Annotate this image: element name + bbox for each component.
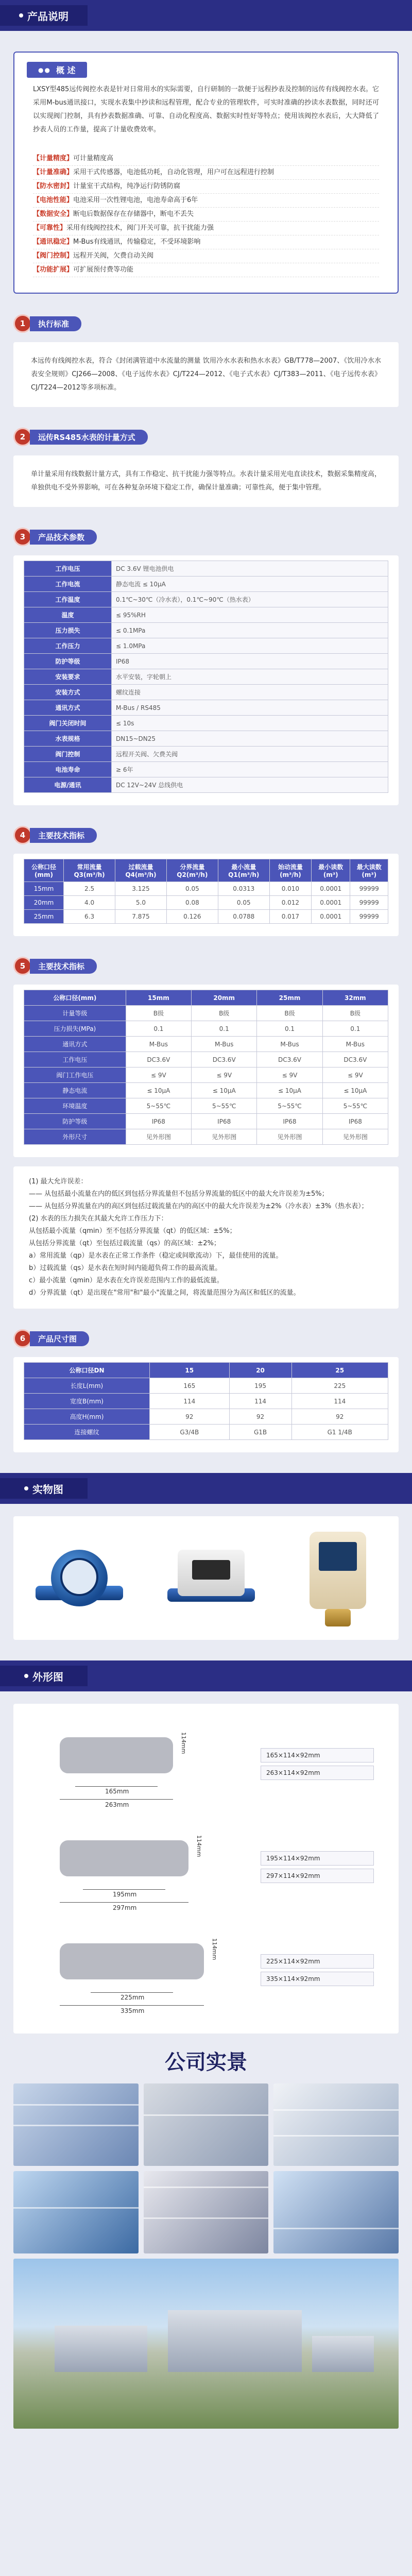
outline-drawing bbox=[24, 1717, 240, 1815]
feature-item bbox=[33, 263, 379, 277]
section-header-tab bbox=[0, 5, 88, 26]
table-cell: 高度H(mm) bbox=[24, 1409, 150, 1425]
table-row bbox=[24, 1037, 388, 1052]
params-title bbox=[13, 528, 412, 546]
rs485-text: 单计量采用有线数据计量方式，具有工作稳定、抗干扰能力强等特点。水表计量采用光电直读技术，数据采集精度高，单独供电不受外界影响，可在各种复杂环境下稳定工作，确保计量准确；可靠性高，便于集中管理。 bbox=[13, 455, 399, 507]
company-gallery bbox=[13, 2083, 399, 2429]
feature-item bbox=[33, 208, 379, 222]
table-cell: 0.0001 bbox=[312, 896, 350, 910]
table-cell: M-Bus bbox=[126, 1037, 191, 1052]
param-row bbox=[24, 685, 388, 700]
table-cell: 0.1 bbox=[126, 1021, 191, 1037]
table-header: 32mm bbox=[322, 990, 388, 1006]
param-key: 工作压力 bbox=[24, 638, 112, 654]
spec-box: 225×114×92mm bbox=[261, 1954, 374, 1969]
feature-tag: 【计量精度】 bbox=[33, 155, 74, 162]
dimension-line bbox=[60, 1902, 188, 1903]
height-label: 114mm bbox=[196, 1835, 202, 1857]
param-value: 水平安装，字轮朝上 bbox=[112, 669, 388, 685]
feature-item bbox=[33, 166, 379, 180]
table-row bbox=[24, 1425, 388, 1440]
param-row bbox=[24, 607, 388, 623]
table-cell: 5.0 bbox=[115, 896, 167, 910]
white-meter-image bbox=[167, 1539, 255, 1617]
table-cell: 0.126 bbox=[166, 910, 218, 924]
table-cell: 92 bbox=[291, 1409, 388, 1425]
param-value: 静态电流 ≤ 10μA bbox=[112, 577, 388, 592]
table-header: 15 bbox=[150, 1363, 230, 1378]
spec-box: 195×114×92mm bbox=[261, 1851, 374, 1866]
table-cell: 20mm bbox=[24, 896, 64, 910]
dimension-line bbox=[60, 2005, 204, 2006]
table-cell: 工作电压 bbox=[24, 1052, 126, 1067]
product-photos bbox=[13, 1516, 399, 1640]
table-cell: ≤ 10μA bbox=[126, 1083, 191, 1098]
table-cell: IP68 bbox=[257, 1114, 322, 1129]
outline-drawing bbox=[24, 1820, 240, 1918]
table-cell: 2.5 bbox=[64, 882, 115, 896]
table-cell: 5~55℃ bbox=[126, 1098, 191, 1114]
blue-meter-image bbox=[36, 1539, 123, 1617]
intro-label bbox=[27, 62, 87, 78]
param-key: 压力损失 bbox=[24, 623, 112, 638]
table-header: 最小读数(m³) bbox=[312, 859, 350, 882]
table-cell: M-Bus bbox=[322, 1037, 388, 1052]
param-key: 阀门关闭时间 bbox=[24, 716, 112, 731]
table-cell: G1B bbox=[229, 1425, 291, 1440]
feature-tag: 【防水密封】 bbox=[33, 182, 74, 190]
param-value: M-Bus / RS485 bbox=[112, 700, 388, 716]
param-value: ≤ 95%RH bbox=[112, 607, 388, 623]
table-cell: ≤ 9V bbox=[257, 1067, 322, 1083]
intro-label-text: 概 述 bbox=[56, 65, 76, 75]
param-value: DN15~DN25 bbox=[112, 731, 388, 747]
spec-box: 297×114×92mm bbox=[261, 1869, 374, 1883]
table-cell: 0.0313 bbox=[218, 882, 269, 896]
table-row bbox=[24, 1021, 388, 1037]
feature-desc: 采用干式传感器，电池低功耗，自动化管理，用户可在远程进行控制 bbox=[73, 168, 274, 176]
meter-outline-shape bbox=[60, 1737, 173, 1773]
table-cell: B级 bbox=[126, 1006, 191, 1021]
table-cell: M-Bus bbox=[192, 1037, 257, 1052]
number-badge: 6 bbox=[13, 1329, 32, 1348]
param-row bbox=[24, 731, 388, 747]
table-cell: 长度L(mm) bbox=[24, 1378, 150, 1394]
table-cell: 92 bbox=[150, 1409, 230, 1425]
table-header: 公称口径(mm) bbox=[24, 859, 64, 882]
table-cell: 4.0 bbox=[64, 896, 115, 910]
standard-label: 执行标准 bbox=[30, 316, 81, 331]
table-header: 公称口径(mm) bbox=[24, 990, 126, 1006]
cream-meter-image bbox=[299, 1527, 376, 1630]
table-cell: 0.05 bbox=[166, 882, 218, 896]
table-cell: 99999 bbox=[350, 896, 388, 910]
table-row bbox=[24, 1394, 388, 1409]
param-row bbox=[24, 747, 388, 762]
factory-photo bbox=[144, 2171, 269, 2253]
table-row bbox=[24, 1098, 388, 1114]
section-title: 实物图 bbox=[32, 1483, 63, 1496]
table-cell: G1 1/4B bbox=[291, 1425, 388, 1440]
feature-tag: 【可靠性】 bbox=[33, 224, 67, 232]
meter-outline-shape bbox=[60, 1943, 204, 1979]
table-cell: 0.05 bbox=[218, 896, 269, 910]
table-row bbox=[24, 1114, 388, 1129]
table-cell: 计量等级 bbox=[24, 1006, 126, 1021]
feature-tag: 【计量准确】 bbox=[33, 168, 74, 176]
param-row bbox=[24, 561, 388, 577]
feature-tag: 【阀门控制】 bbox=[33, 252, 74, 260]
intro-frame bbox=[13, 52, 399, 294]
feature-desc: 断电后数据保存在存储器中，断电不丢失 bbox=[73, 210, 194, 218]
spec-label: 主要技术指标 bbox=[30, 959, 97, 974]
table-row bbox=[24, 1052, 388, 1067]
table-cell: 225 bbox=[291, 1378, 388, 1394]
feature-desc: 可扩展预付费等功能 bbox=[73, 266, 134, 274]
note-line: (2) 水表的压力损失在其最大允许工作压力下： bbox=[29, 1215, 168, 1223]
table-cell: 阀门工作电压 bbox=[24, 1067, 126, 1083]
table-cell: 165 bbox=[150, 1378, 230, 1394]
param-row bbox=[24, 592, 388, 607]
sizes-title bbox=[13, 1329, 412, 1348]
dimension-line bbox=[91, 1992, 173, 1993]
feature-item bbox=[33, 222, 379, 235]
table-row bbox=[24, 1006, 388, 1021]
factory-photo bbox=[273, 2171, 399, 2253]
length-label: 165mm bbox=[105, 1788, 129, 1795]
bullet-icon bbox=[24, 1486, 28, 1490]
factory-photo bbox=[144, 2083, 269, 2166]
outline-drawings bbox=[13, 1704, 399, 2033]
param-key: 工作电流 bbox=[24, 577, 112, 592]
note-line: —— 从包括最小流量在内的低区到包括分界流量但不包括分界流量的低区中的最大允许误差为±5%； bbox=[29, 1190, 329, 1198]
param-value: 螺纹连接 bbox=[112, 685, 388, 700]
flow-title bbox=[13, 826, 412, 844]
table-header: 20 bbox=[229, 1363, 291, 1378]
table-cell: ≤ 10μA bbox=[192, 1083, 257, 1098]
spec-card bbox=[13, 985, 399, 1157]
table-cell: B级 bbox=[322, 1006, 388, 1021]
param-row bbox=[24, 654, 388, 669]
feature-item bbox=[33, 180, 379, 194]
param-row bbox=[24, 623, 388, 638]
table-cell: 0.1 bbox=[192, 1021, 257, 1037]
params-label: 产品技术参数 bbox=[30, 530, 97, 545]
flow-card bbox=[13, 854, 399, 936]
section-title: 产品说明 bbox=[27, 10, 68, 23]
table-row bbox=[24, 896, 388, 910]
table-cell: ≤ 10μA bbox=[322, 1083, 388, 1098]
table-cell: DC3.6V bbox=[126, 1052, 191, 1067]
spec-box: 165×114×92mm bbox=[261, 1748, 374, 1762]
feature-desc: 计量室干式结构，纯净运行防锈防腐 bbox=[73, 182, 181, 190]
table-cell: IP68 bbox=[192, 1114, 257, 1129]
table-cell: 25mm bbox=[24, 910, 64, 924]
sizes-label: 产品尺寸图 bbox=[30, 1331, 89, 1346]
table-cell: 0.017 bbox=[269, 910, 311, 924]
feature-item bbox=[33, 194, 379, 208]
param-row bbox=[24, 577, 388, 592]
bullet-icon bbox=[19, 13, 23, 18]
table-cell: 114 bbox=[150, 1394, 230, 1409]
standard-title bbox=[13, 314, 412, 333]
table-cell: 6.3 bbox=[64, 910, 115, 924]
standard-text: 本远传有线阀控水表，符合《封闭满管道中水流量的测量 饮用冷水水表和热水水表》GB/T778—2007、《饮用冷水水表安全规则》CJ266—2008、《电子远传水表》CJ/T224—2012、《电子式水表》CJ/T383—2011、《电子远传水表》CJ/T224—2012等多项标准。 bbox=[13, 342, 399, 407]
spec-box: 263×114×92mm bbox=[261, 1766, 374, 1780]
param-value: 远程开关阀、欠费关阀 bbox=[112, 747, 388, 762]
section-header-intro bbox=[0, 0, 412, 31]
flow-table bbox=[24, 859, 388, 924]
feature-tag: 【电池性能】 bbox=[33, 196, 74, 204]
table-cell: 防护等级 bbox=[24, 1114, 126, 1129]
table-cell: 195 bbox=[229, 1378, 291, 1394]
table-header: 过载流量Q4(m³/h) bbox=[115, 859, 167, 882]
table-cell: 114 bbox=[229, 1394, 291, 1409]
param-key: 安装要求 bbox=[24, 669, 112, 685]
table-row bbox=[24, 882, 388, 896]
section-header-photos bbox=[0, 1473, 412, 1504]
outline-spec bbox=[261, 1851, 374, 1886]
table-cell: 0.1 bbox=[322, 1021, 388, 1037]
param-key: 工作电压 bbox=[24, 561, 112, 577]
feature-item bbox=[33, 235, 379, 249]
table-cell: 外形尺寸 bbox=[24, 1129, 126, 1145]
flow-label: 主要技术指标 bbox=[30, 828, 97, 843]
outline-spec bbox=[261, 1954, 374, 1989]
param-row bbox=[24, 762, 388, 777]
param-key: 防护等级 bbox=[24, 654, 112, 669]
table-cell: DC3.6V bbox=[322, 1052, 388, 1067]
table-cell: 压力损失(MPa) bbox=[24, 1021, 126, 1037]
table-cell: DC3.6V bbox=[257, 1052, 322, 1067]
table-cell: 7.875 bbox=[115, 910, 167, 924]
section-header-outline bbox=[0, 1660, 412, 1691]
param-row bbox=[24, 716, 388, 731]
feature-desc: 电池采用一次性锂电池，电池寿命高于6年 bbox=[73, 196, 198, 204]
table-cell: 见外形图 bbox=[192, 1129, 257, 1145]
param-value: ≤ 10s bbox=[112, 716, 388, 731]
table-cell: 见外形图 bbox=[322, 1129, 388, 1145]
table-cell: ≤ 9V bbox=[192, 1067, 257, 1083]
table-cell: 宽度B(mm) bbox=[24, 1394, 150, 1409]
table-header: 最小流量Q1(m³/h) bbox=[218, 859, 269, 882]
param-row bbox=[24, 669, 388, 685]
number-badge: 3 bbox=[13, 528, 32, 546]
table-row bbox=[24, 910, 388, 924]
note-line: (1) 最大允许误差： bbox=[29, 1178, 88, 1185]
table-cell: ≤ 9V bbox=[126, 1067, 191, 1083]
outline-spec bbox=[261, 1748, 374, 1783]
table-row bbox=[24, 1129, 388, 1145]
feature-list bbox=[14, 147, 398, 293]
outline-row bbox=[24, 1714, 388, 1817]
feature-item bbox=[33, 152, 379, 166]
table-cell: M-Bus bbox=[257, 1037, 322, 1052]
table-cell: 5~55℃ bbox=[257, 1098, 322, 1114]
note-line: c）最小流量（qmin）是水表在允许误差范围内工作的最低流量。 bbox=[29, 1277, 224, 1284]
param-key: 电池寿命 bbox=[24, 762, 112, 777]
table-cell: IP68 bbox=[322, 1114, 388, 1129]
table-cell: 0.0001 bbox=[312, 882, 350, 896]
param-key: 电源/通讯 bbox=[24, 777, 112, 793]
param-value: ≥ 6年 bbox=[112, 762, 388, 777]
table-cell: DC3.6V bbox=[192, 1052, 257, 1067]
table-row bbox=[24, 1409, 388, 1425]
table-header: 始动流量(m³/h) bbox=[269, 859, 311, 882]
table-header: 25mm bbox=[257, 990, 322, 1006]
dimension-line bbox=[83, 1889, 165, 1890]
table-cell: 5~55℃ bbox=[192, 1098, 257, 1114]
spec-table bbox=[24, 990, 388, 1145]
total-length-label: 335mm bbox=[121, 2007, 145, 2014]
rs485-title bbox=[13, 428, 412, 446]
params-table bbox=[24, 561, 388, 793]
table-cell: ≤ 10μA bbox=[257, 1083, 322, 1098]
table-cell: 15mm bbox=[24, 882, 64, 896]
note-line: 从包括最小流量（qmin）至不包括分界流量（qt）的低区域：±5%； bbox=[29, 1227, 236, 1235]
table-row bbox=[24, 1378, 388, 1394]
table-cell: B级 bbox=[257, 1006, 322, 1021]
param-key: 温度 bbox=[24, 607, 112, 623]
table-cell: 见外形图 bbox=[257, 1129, 322, 1145]
param-key: 工作温度 bbox=[24, 592, 112, 607]
dimension-line bbox=[75, 1786, 158, 1787]
rs485-label: 远传RS485水表的计量方式 bbox=[30, 430, 148, 445]
table-cell: 0.010 bbox=[269, 882, 311, 896]
param-key: 阀门控制 bbox=[24, 747, 112, 762]
factory-exterior-photo bbox=[13, 2259, 399, 2429]
param-value: ≤ 0.1MPa bbox=[112, 623, 388, 638]
section-header-tab bbox=[0, 1478, 88, 1499]
param-row bbox=[24, 638, 388, 654]
table-cell: 见外形图 bbox=[126, 1129, 191, 1145]
sizes-card bbox=[13, 1357, 399, 1452]
param-value: ≤ 1.0MPa bbox=[112, 638, 388, 654]
note-line: 从包括分界流量（qt）至包括过载流量（qs）的高区域：±2%； bbox=[29, 1240, 220, 1247]
length-label: 225mm bbox=[121, 1994, 145, 2001]
table-cell: 环境温度 bbox=[24, 1098, 126, 1114]
table-header: 常用流量Q3(m³/h) bbox=[64, 859, 115, 882]
table-cell: 0.0788 bbox=[218, 910, 269, 924]
feature-desc: 远程开关阀，欠费自动关阀 bbox=[73, 252, 154, 260]
table-header: 20mm bbox=[192, 990, 257, 1006]
param-value: DC 3.6V 锂电池供电 bbox=[112, 561, 388, 577]
note-line: —— 从包括分界流量在内的高区到包括过载流量在内的高区中的最大允许误差为±2%（冷水表）±3%（热水表）； bbox=[29, 1202, 368, 1210]
table-cell: 99999 bbox=[350, 910, 388, 924]
outline-row bbox=[24, 1920, 388, 2023]
outline-row bbox=[24, 1817, 388, 1920]
table-header: 公称口径DN bbox=[24, 1363, 150, 1378]
dimension-line bbox=[60, 1799, 173, 1800]
number-badge: 2 bbox=[13, 428, 32, 446]
table-cell: G3/4B bbox=[150, 1425, 230, 1440]
company-title: 公司实景 bbox=[165, 2050, 247, 2074]
number-badge: 4 bbox=[13, 826, 32, 844]
params-card bbox=[13, 555, 399, 805]
intro-text: LXSY型485远传阀控水表是针对日常用水的实际需要，自行研制的一款便于远程抄表及控制的远传有线阀控水表。它采用M-bus通讯接口，实现水表集中抄读和远程管理，配合专业的管理软件，可实时准确的抄读水表数据，同时还可以实现阀门控制，具有抄表数据准确、可靠、自动化程度高、数据实时性好等特点；使用该阀控水表后，大大降低了抄表人员的工作量，提高了计量收费效率。 bbox=[33, 86, 379, 133]
table-cell: 5~55℃ bbox=[322, 1098, 388, 1114]
param-value: 0.1℃~30℃（冷水表），0.1℃~90℃（热水表） bbox=[112, 592, 388, 607]
table-cell: 3.125 bbox=[115, 882, 167, 896]
table-cell: 0.012 bbox=[269, 896, 311, 910]
note-line: a）常用流量（qp）是水表在正常工作条件（稳定或间歇流动）下，最佳使用的流量。 bbox=[29, 1252, 283, 1260]
param-key: 安装方式 bbox=[24, 685, 112, 700]
table-cell: 92 bbox=[229, 1409, 291, 1425]
feature-tag: 【数据安全】 bbox=[33, 210, 74, 218]
spec-title bbox=[13, 957, 412, 975]
factory-photo bbox=[13, 2171, 139, 2253]
table-cell: 114 bbox=[291, 1394, 388, 1409]
spec-box: 335×114×92mm bbox=[261, 1972, 374, 1986]
table-cell: IP68 bbox=[126, 1114, 191, 1129]
table-cell: 连接螺纹 bbox=[24, 1425, 150, 1440]
dots-icon: ●● bbox=[38, 66, 51, 74]
sizes-table bbox=[24, 1362, 388, 1440]
feature-item bbox=[33, 249, 379, 263]
section-header-tab bbox=[0, 1666, 88, 1686]
param-key: 水表规格 bbox=[24, 731, 112, 747]
feature-tag: 【通讯稳定】 bbox=[33, 238, 74, 246]
feature-tag: 【功能扩展】 bbox=[33, 266, 74, 274]
table-cell: 通讯方式 bbox=[24, 1037, 126, 1052]
notes-card bbox=[13, 1166, 399, 1309]
param-row bbox=[24, 777, 388, 793]
feature-desc: 可计量精度高 bbox=[73, 155, 114, 162]
factory-photo bbox=[13, 2083, 139, 2166]
param-value: IP68 bbox=[112, 654, 388, 669]
feature-desc: M-Bus有线通讯，传输稳定，不受环境影响 bbox=[73, 238, 201, 246]
number-badge: 5 bbox=[13, 957, 32, 975]
bullet-icon bbox=[24, 1674, 28, 1678]
table-cell: 0.0001 bbox=[312, 910, 350, 924]
feature-desc: 采用有线阀控技术，阀门开关可靠，抗干扰能力强 bbox=[66, 224, 214, 232]
outline-drawing bbox=[24, 1923, 240, 2021]
table-header: 分界流量Q2(m³/h) bbox=[166, 859, 218, 882]
factory-photo bbox=[273, 2083, 399, 2166]
note-line: d）分界流量（qt）是出现在"常用"和"最小"流量之间，将流量范围分为高区和低区的流量。 bbox=[29, 1289, 300, 1297]
param-key: 通讯方式 bbox=[24, 700, 112, 716]
length-label: 195mm bbox=[113, 1891, 137, 1898]
total-length-label: 263mm bbox=[105, 1801, 129, 1808]
height-label: 114mm bbox=[211, 1938, 218, 1960]
param-row bbox=[24, 700, 388, 716]
param-value: DC 12V~24V 总线供电 bbox=[112, 777, 388, 793]
table-header: 25 bbox=[291, 1363, 388, 1378]
table-cell: 0.1 bbox=[257, 1021, 322, 1037]
meter-outline-shape bbox=[60, 1840, 188, 1876]
table-cell: 99999 bbox=[350, 882, 388, 896]
table-row bbox=[24, 1067, 388, 1083]
number-badge: 1 bbox=[13, 314, 32, 333]
table-cell: 0.08 bbox=[166, 896, 218, 910]
note-line: b）过载流量（qs）是水表在短时间内能超负荷工作的最高流量。 bbox=[29, 1264, 222, 1272]
table-header: 15mm bbox=[126, 990, 191, 1006]
total-length-label: 297mm bbox=[113, 1904, 137, 1911]
table-row bbox=[24, 1083, 388, 1098]
table-cell: 静态电流 bbox=[24, 1083, 126, 1098]
table-cell: B级 bbox=[192, 1006, 257, 1021]
table-cell: ≤ 9V bbox=[322, 1067, 388, 1083]
table-header: 最大读数(m³) bbox=[350, 859, 388, 882]
section-title: 外形图 bbox=[32, 1670, 63, 1683]
height-label: 114mm bbox=[180, 1732, 187, 1754]
